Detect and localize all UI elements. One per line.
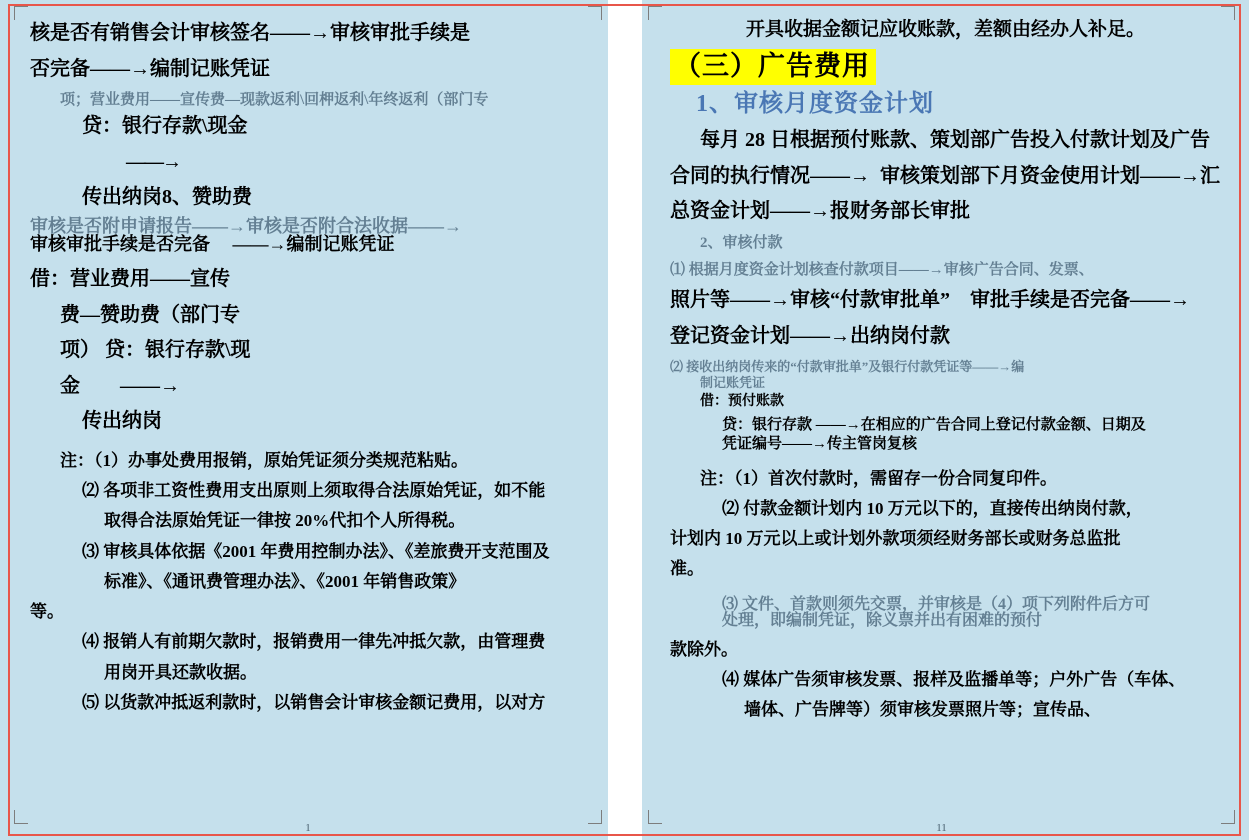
right-page-content xyxy=(670,16,1221,725)
text-line: 传出纳岗8、赞助费 xyxy=(82,186,252,209)
text-line: 合同的执行情况——→ 审核策划部下月资金使用计划——→汇 xyxy=(670,164,1220,187)
note-line: ⑶ 审核具体依据《2001 年费用控制办法》、《差旅费开支范围及 xyxy=(82,541,550,561)
subsection-title: 1、审核月度资金计划 xyxy=(696,90,934,117)
text-line-faded: 2、审核付款 xyxy=(700,235,783,252)
crop-mark-top-left xyxy=(648,6,662,20)
note-line: 用岗开具还款收据。 xyxy=(104,662,257,682)
text-line-faded: ⑴ 根据月度资金计划核查付款项目——→审核广告合同、发票、 xyxy=(670,261,1094,278)
overlapping-text-block xyxy=(670,355,1221,393)
crop-mark-top-right xyxy=(1221,6,1235,20)
crop-mark-top-left xyxy=(14,6,28,20)
text-line: 照片等——→审核“付款审批单” 审批手续是否完备——→ xyxy=(670,289,1190,312)
note-line: ⑷ 报销人有前期欠款时，报销费用一律先冲抵欠款，由管理费 xyxy=(82,632,546,652)
text-line-faded: ⑵ 接收出纳岗传来的“付款审批单”及银行付款凭证等——→编 xyxy=(670,358,1025,374)
document-page-right xyxy=(642,0,1241,840)
text-line: 借：营业费用——宣传 xyxy=(30,267,230,290)
note-line: 取得合法原始凭证一律按 20%代扣个人所得税。 xyxy=(104,511,466,531)
text-line-faded: 项；营业费用——宣传费—现款返利\回柙返利\年终返利（部门专 xyxy=(60,92,489,109)
text-line-faded: ⑶ 文件、首款则须先交票，并审核是（4）项下列附件后方可 xyxy=(722,595,1151,613)
page-number-right: 11 xyxy=(936,822,947,834)
text-line: 贷：银行存款\现金 xyxy=(82,115,248,138)
note-line: 款除外。 xyxy=(670,639,738,659)
text-line: 凭证编号——→传主管岗复核 xyxy=(722,435,918,452)
section-title-highlighted: （三）广告费用 xyxy=(670,49,876,85)
text-line: 否完备——→编制记账凭证 xyxy=(30,57,270,80)
text-line: 登记资金计划——→出纳岗付款 xyxy=(670,325,950,348)
highlighted-section-title-wrap xyxy=(670,49,1221,85)
page-number-left: 1 xyxy=(305,822,311,834)
text-line-faded: 处理，即编制凭证，除义票并出有困难的预付 xyxy=(722,611,1043,629)
note-line: 注：（1）首次付款时，需留存一份合同复印件。 xyxy=(700,468,1057,488)
text-line-faded: 制记账凭证 xyxy=(700,374,766,390)
text-line-faded: 审核是否附申请报告——→审核是否附合法收据——→ xyxy=(30,215,462,236)
text-line: 费—赞助费（部门专 xyxy=(60,303,240,326)
note-line: 准。 xyxy=(670,559,704,579)
note-line: 计划内 10 万元以上或计划外款项须经财务部长或财务总监批 xyxy=(670,529,1121,549)
document-page-left xyxy=(8,0,608,840)
note-line: ⑵ 付款金额计划内 10 万元以下的，直接传出纳岗付款， xyxy=(722,498,1143,518)
left-page-content xyxy=(30,16,590,718)
text-line: 借：预付账款 xyxy=(700,393,784,409)
note-line: ⑸ 以货款冲抵返利款时，以销售会计审核金额记费用，以对方 xyxy=(82,692,546,712)
note-line: ⑷ 媒体广告须审核发票、报样及监播单等；户外广告（车体、 xyxy=(722,669,1186,689)
note-line: 墙体、广告牌等）须审核发票照片等；宣传品、 xyxy=(744,700,1101,720)
text-line: 传出纳岗 xyxy=(82,410,162,433)
text-line: 总资金计划——→报财务部长审批 xyxy=(670,200,970,223)
text-line-arrow: ——→ xyxy=(126,150,180,173)
note-line: ⑵ 各项非工资性费用支出原则上须取得合法原始凭证，如不能 xyxy=(82,481,546,501)
text-line: 审核审批手续是否完备 ——→编制记账凭证 xyxy=(30,233,395,254)
text-line: 每月 28 日根据预付账款、策划部广告投入付款计划及广告 xyxy=(700,129,1210,152)
page-header-text: 开具收据金额记应收账款，差额由经办人补足。 xyxy=(745,19,1145,40)
text-line: 贷：银行存款 ——→在相应的广告合同上登记付款金额、日期及 xyxy=(722,417,1146,434)
overlapping-text-block xyxy=(30,216,590,262)
page-gutter xyxy=(608,0,642,840)
overlapping-text-block xyxy=(670,591,1221,635)
note-line: 标准》、《通讯费管理办法》、《2001 年销售政策》 xyxy=(104,571,466,591)
text-line: 核是否有销售会计审核签名——→审核审批手续是 xyxy=(30,22,470,44)
note-line: 注：（1）办事处费用报销，原始凭证须分类规范粘贴。 xyxy=(60,450,468,470)
text-line: 项） 贷：银行存款\现 xyxy=(60,339,251,362)
note-line: 等。 xyxy=(30,602,64,622)
text-line: 金 ——→ xyxy=(60,374,180,397)
crop-mark-top-right xyxy=(588,6,602,20)
